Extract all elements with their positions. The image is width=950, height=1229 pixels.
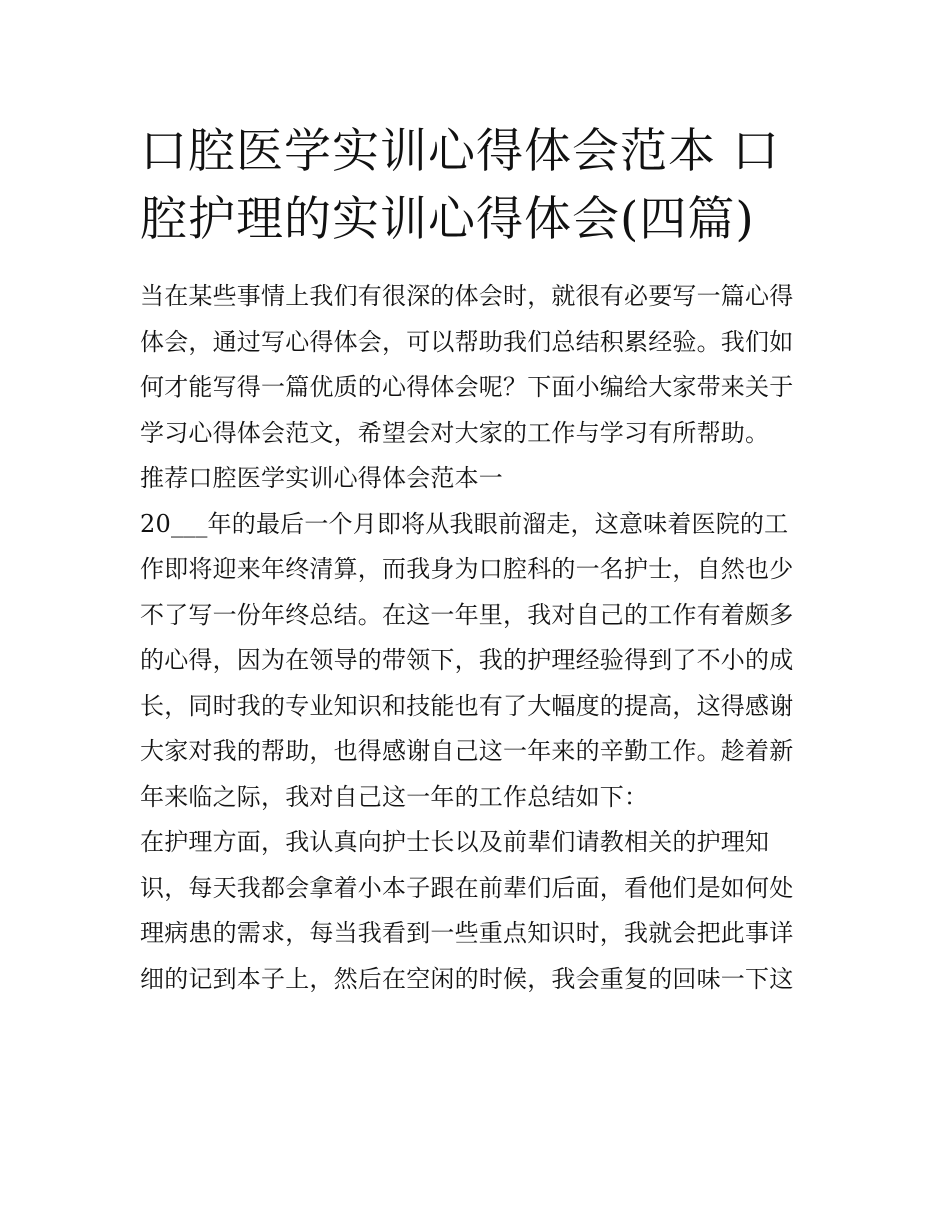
intro-paragraph: 当在某些事情上我们有很深的体会时，就很有必要写一篇心得 体会，通过写心得体会，可以帮助我们总结积累经验。我们如 何才能写得一篇优质的心得体会呢？下面小编给大家带来关于 学习心得体会范文，希望会对大家的工作与学习有所帮助。 xyxy=(140,282,794,447)
section-heading: 推荐口腔医学实训心得体会范本一 xyxy=(140,464,503,492)
summary-paragraph: 20___年的最后一个月即将从我眼前溜走，这意味着医院的工 作即将迎来年终清算，而我身为口腔科的一名护士，自然也少 不了写一份年终总结。在这一年里，我对自己的工作有着颇多 的心得，因为在领导的带领下，我的护理经验得到了不小的成 长，同时我的专业知识和技能也有了大幅度的提高，这得感谢 大家对我的帮助，也得感谢自己这一年来的辛勤工作。趁着新 年来临之际，我对自己这一年的工作总结如下： xyxy=(140,509,794,811)
nursing-paragraph: 在护理方面，我认真向护士长以及前辈们请教相关的护理知 识，每天我都会拿着小本子跟在前辈们后面，看他们是如何处 理病患的需求，每当我看到一些重点知识时，我就会把此事详 细的记到本子上，然后在空闲的时候，我会重复的回味一下这 xyxy=(140,828,794,993)
document-content xyxy=(140,118,820,1002)
document-title: 口腔医学实训心得体会范本 口 腔护理的实训心得体会(四篇) xyxy=(140,124,780,247)
